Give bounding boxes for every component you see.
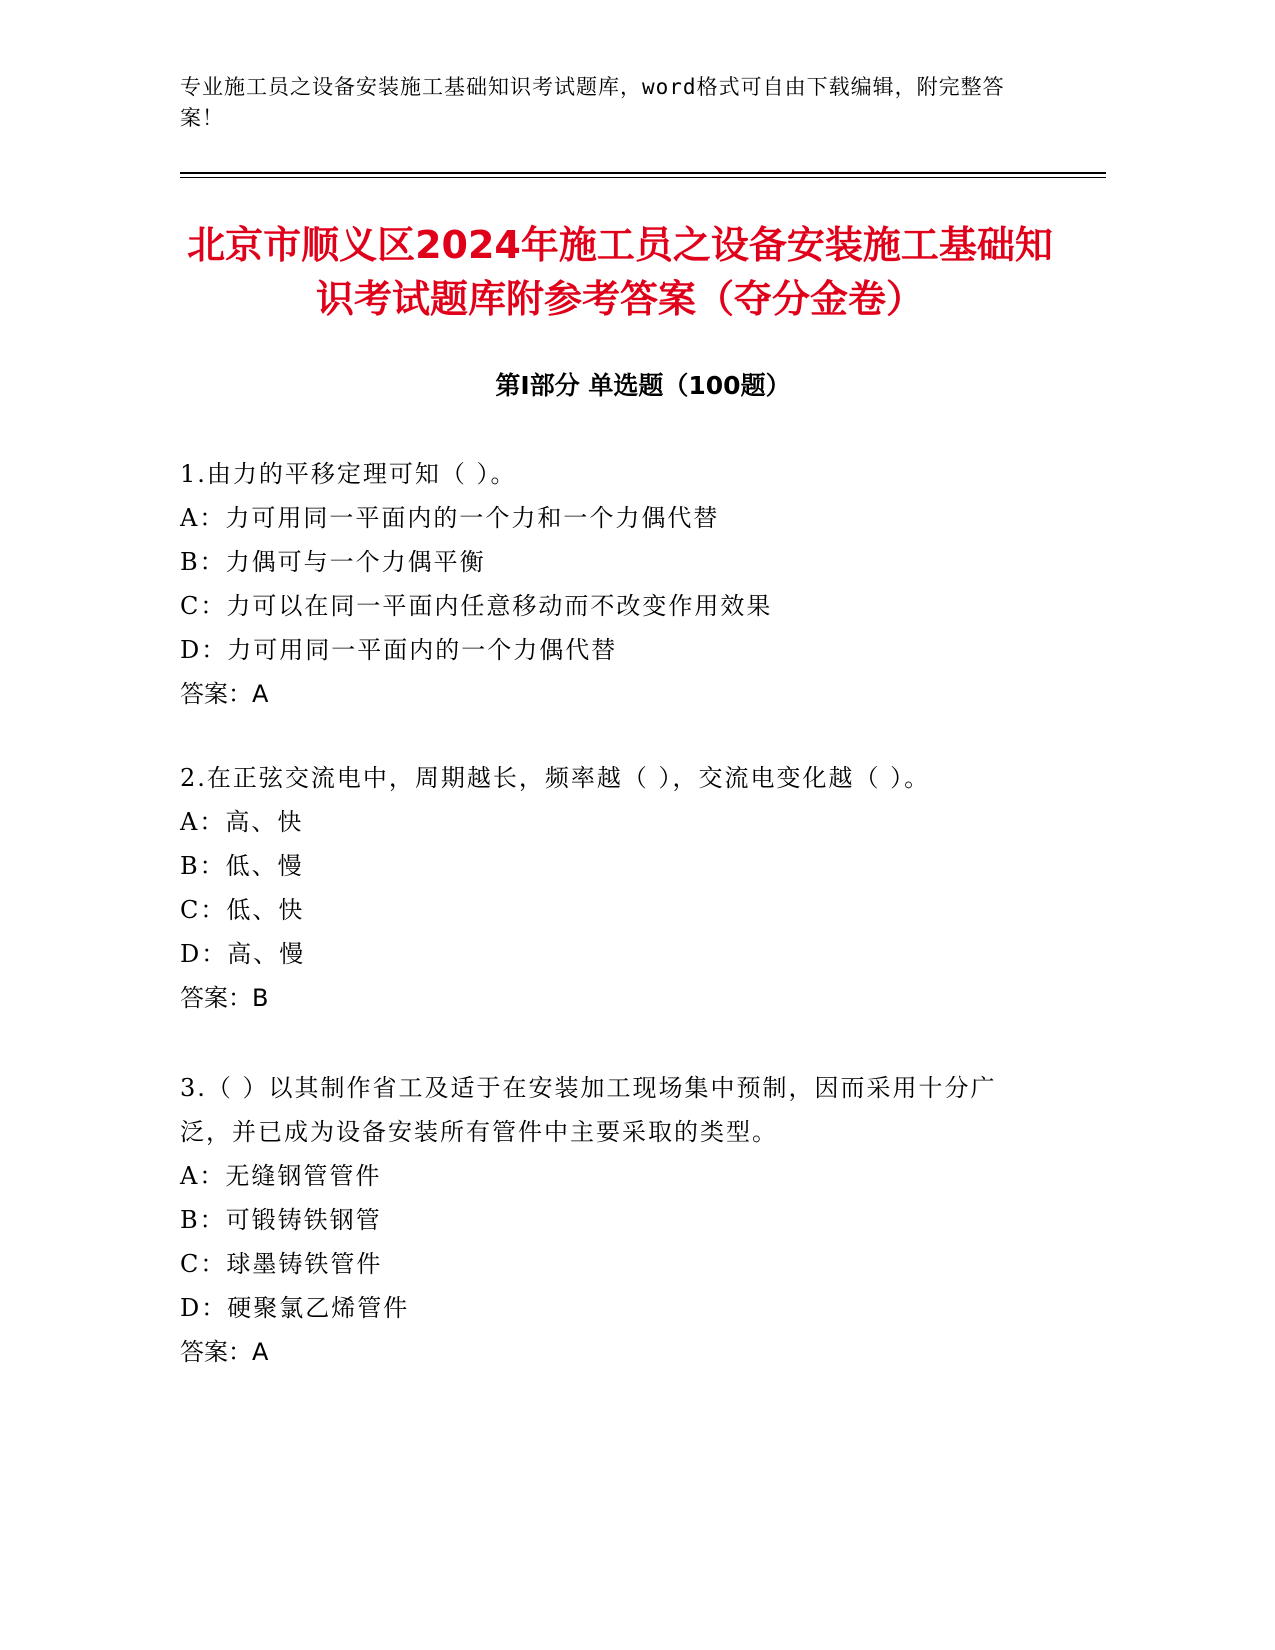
answer: 答案：B: [180, 984, 269, 1012]
option-c: C：低、快: [180, 896, 305, 924]
option-a: A：无缝钢管管件: [180, 1162, 382, 1190]
option-d: D：高、慢: [180, 940, 306, 968]
option-d: D：硬聚氯乙烯管件: [180, 1294, 410, 1322]
header-note: 专业施工员之设备安装施工基础知识考试题库，word格式可自由下载编辑，附完整答案！: [180, 75, 1005, 130]
header-divider-thin: [180, 177, 1106, 178]
question-3: [180, 1066, 1040, 1374]
option-b: B：低、慢: [180, 852, 304, 880]
option-c: C：力可以在同一平面内任意移动而不改变作用效果: [180, 592, 773, 620]
option-b: B：可锻铸铁钢管: [180, 1206, 382, 1234]
question-1: [180, 452, 1040, 716]
question-list: [180, 452, 1040, 1414]
header-divider-thick: [180, 172, 1106, 174]
question-2: [180, 756, 1040, 1020]
option-a: A：力可用同一平面内的一个力和一个力偶代替: [180, 504, 720, 532]
answer: 答案：A: [180, 1338, 269, 1366]
question-stem: 2.在正弦交流电中，周期越长，频率越（ ），交流电变化越（ ）。: [180, 764, 931, 792]
section-heading: 第I部分 单选题（100题）: [495, 371, 791, 400]
option-d: D：力可用同一平面内的一个力偶代替: [180, 636, 618, 664]
answer: 答案：A: [180, 680, 269, 708]
question-stem: 3.（ ）以其制作省工及适于在安装加工现场集中预制，因而采用十分广泛，并已成为设备安装所有管件中主要采取的类型。: [180, 1074, 997, 1146]
option-b: B：力偶可与一个力偶平衡: [180, 548, 486, 576]
option-a: A：高、快: [180, 808, 304, 836]
option-c: C：球墨铸铁管件: [180, 1250, 383, 1278]
question-stem: 1.由力的平移定理可知（ ）。: [180, 460, 517, 488]
document-title: 北京市顺义区2024年施工员之设备安装施工基础知识考试题库附参考答案（夺分金卷）: [187, 223, 1053, 321]
